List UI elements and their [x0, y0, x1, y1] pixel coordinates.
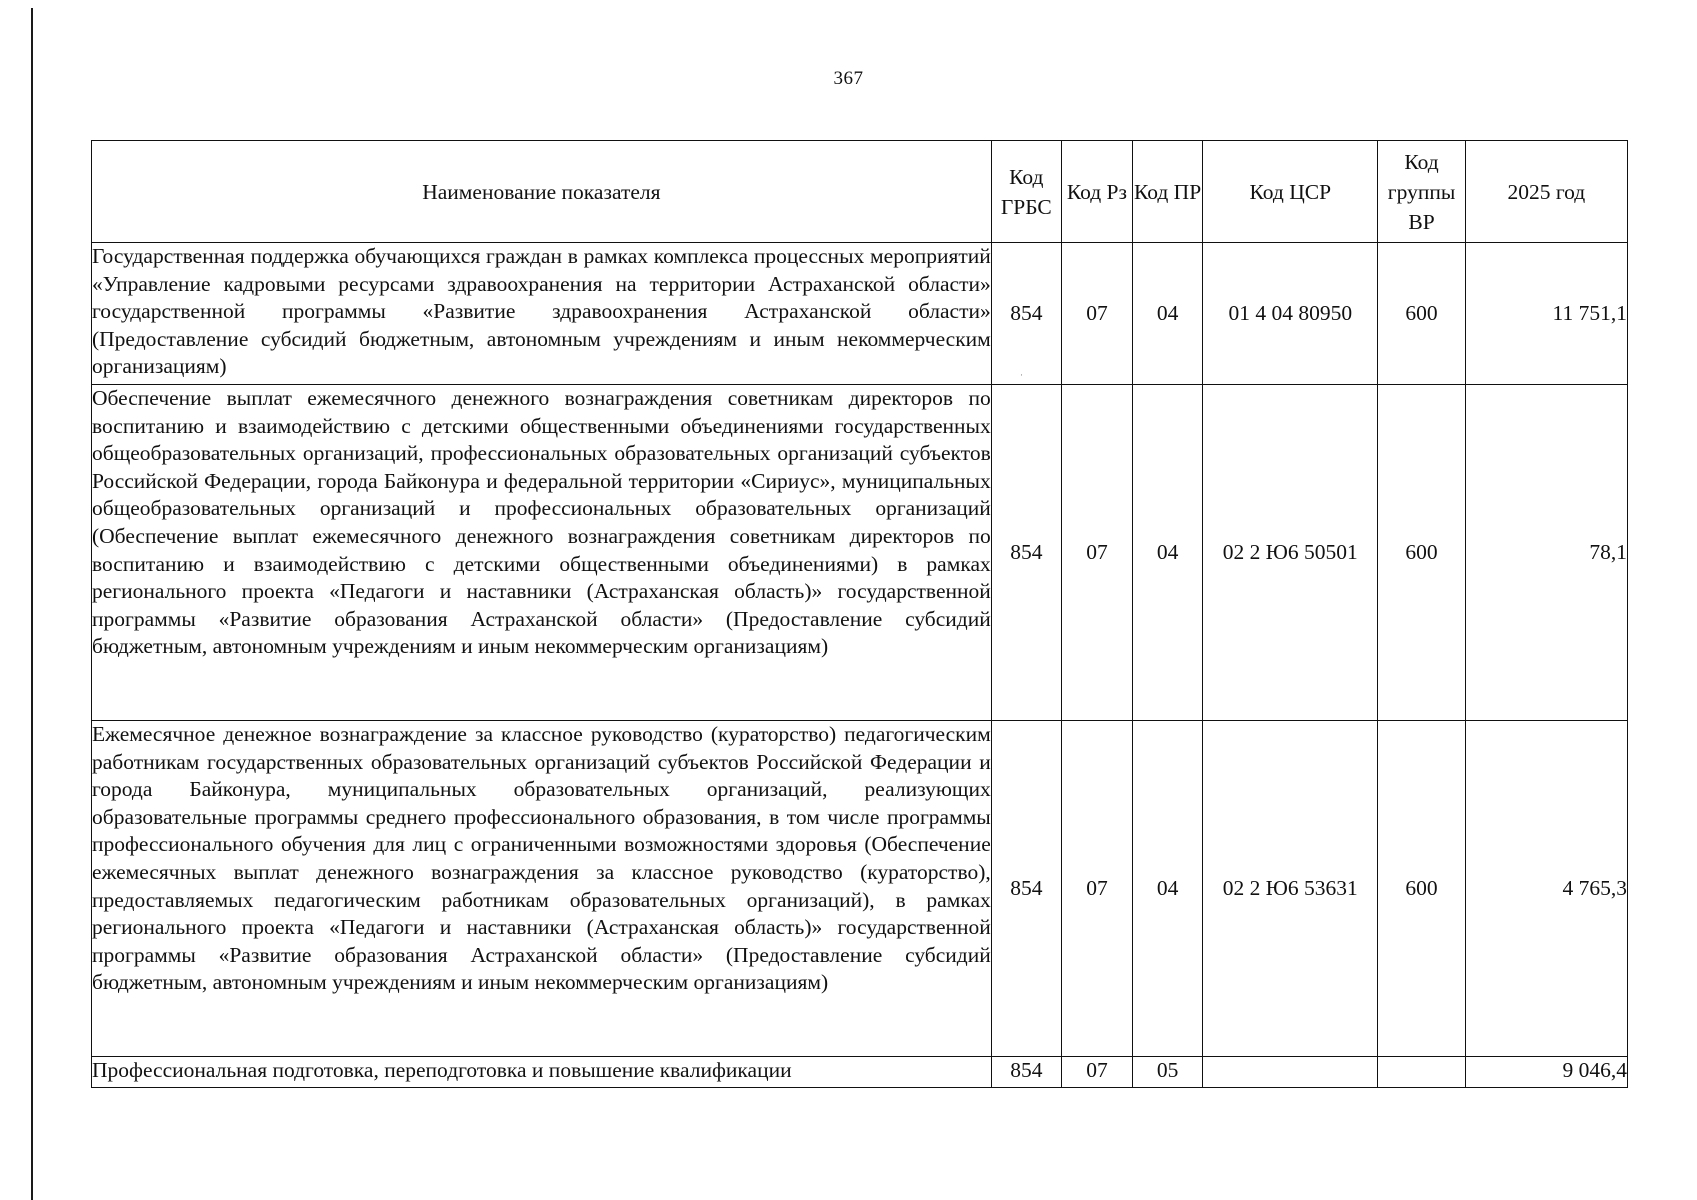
row-grbs: 854: [991, 1057, 1061, 1088]
header-rz: Код Рз: [1061, 141, 1132, 243]
header-vr: Код группы ВР: [1378, 141, 1465, 243]
page-number: 367: [833, 68, 864, 89]
header-year: 2025 год: [1465, 141, 1627, 243]
header-name: Наименование показателя: [92, 141, 992, 243]
header-grbs: Код ГРБС: [991, 141, 1061, 243]
header-csr: Код ЦСР: [1203, 141, 1378, 243]
row-pr: 05: [1133, 1057, 1203, 1088]
row-grbs: 854: [991, 243, 1061, 385]
row-csr: [1203, 1057, 1378, 1088]
row-grbs: 854: [991, 721, 1061, 1057]
row-pr: 04: [1133, 385, 1203, 721]
scan-edge-line: [31, 8, 33, 1200]
header-pr: Код ПР: [1133, 141, 1203, 243]
table-row: [92, 721, 1628, 1057]
row-amount: 9 046,4: [1465, 1057, 1627, 1088]
row-name: Ежемесячное денежное вознаграждение за классное руководство (кураторство) педагогическим работникам государственных образовательных организаций субъектов Российской Федерации и города Байконура, муниципальных образовательных организаций, реализующих образовательные программы среднего профессионального образования, в том числе программы профессионального обучения для лиц с ограниченными возможностями здоровья (Обеспечение ежемесячных выплат денежного вознаграждения за классное руководство (кураторство), предоставляемых педагогическим работникам образовательных организаций), в рамках регионального проекта «Педагоги и наставники (Астраханская область)» государственной программы «Развитие образования Астраханской области» (Предоставление субсидий бюджетным, автономным учреждениям и иным некоммерческим организациям): [92, 721, 992, 1057]
row-rz: 07: [1061, 1057, 1132, 1088]
row-pr: 04: [1133, 721, 1203, 1057]
row-name: Обеспечение выплат ежемесячного денежного вознаграждения советникам директоров по воспитанию и взаимодействию с детскими общественными объединениями государственных общеобразовательных организаций, профессиональных образовательных организаций субъектов Российской Федерации, города Байконура и федеральной территории «Сириус», муниципальных общеобразовательных организаций и профессиональных образовательных организаций (Обеспечение выплат ежемесячного денежного вознаграждения советникам директоров по воспитанию и взаимодействию с детскими общественными объединениями) в рамках регионального проекта «Педагоги и наставники (Астраханская область)» государственной программы «Развитие образования Астраханской области» (Предоставление субсидий бюджетным, автономным учреждениям и иным некоммерческим организациям): [92, 385, 992, 721]
row-vr: 600: [1378, 385, 1465, 721]
row-csr: 02 2 Ю6 50501: [1203, 385, 1378, 721]
row-vr: 600: [1378, 721, 1465, 1057]
row-rz: 07: [1061, 385, 1132, 721]
row-name: Государственная поддержка обучающихся граждан в рамках комплекса процессных мероприятий «Управление кадровыми ресурсами здравоохранения на территории Астраханской области» государственной программы «Развитие здравоохранения Астраханской области» (Предоставление субсидий бюджетным, автономным учреждениям и иным некоммерческим организациям): [92, 243, 992, 385]
row-rz: 07: [1061, 721, 1132, 1057]
row-amount: 11 751,1: [1465, 243, 1627, 385]
table-header-row: [92, 141, 1628, 243]
row-grbs: 854: [991, 385, 1061, 721]
row-vr: 600: [1378, 243, 1465, 385]
table-row: [92, 1057, 1628, 1088]
row-name: Профессиональная подготовка, переподготовка и повышение квалификации: [92, 1057, 992, 1088]
row-amount: 78,1: [1465, 385, 1627, 721]
row-pr: 04: [1133, 243, 1203, 385]
row-csr: 01 4 04 80950: [1203, 243, 1378, 385]
table-row: [92, 243, 1628, 385]
table-row: [92, 385, 1628, 721]
budget-table: [91, 140, 1628, 1088]
row-rz: 07: [1061, 243, 1132, 385]
row-vr: [1378, 1057, 1465, 1088]
row-amount: 4 765,3: [1465, 721, 1627, 1057]
scan-artifact: ·: [1020, 370, 1023, 380]
row-csr: 02 2 Ю6 53631: [1203, 721, 1378, 1057]
